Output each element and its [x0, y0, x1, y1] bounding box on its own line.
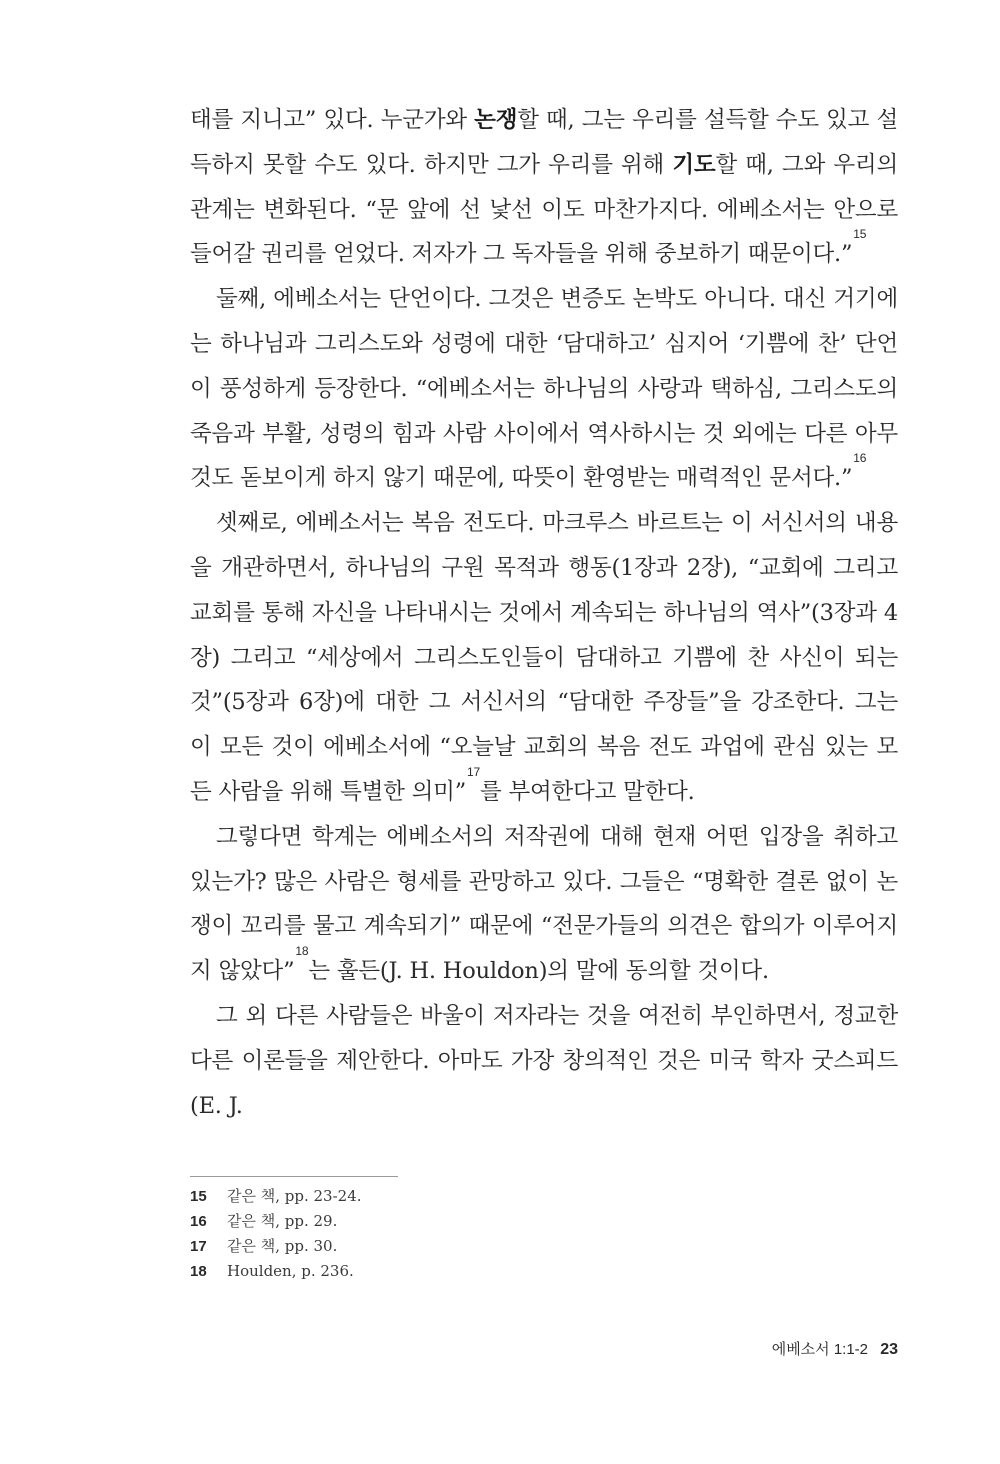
page-number: 23	[880, 1341, 898, 1358]
footnote-number: 15	[190, 1188, 207, 1205]
footnote-divider	[190, 1176, 398, 1177]
text-run: 그렇다면 학계는 에베소서의 저작권에 대해 현재 어떤 입장을 취하고 있는가? 많은 사람은 형세를 관망하고 있다. 그들은 “명확한 결론 없이 논쟁이 꼬리를 물고 계속되기” 때문에 “전문가들의 의견은 합의가 이루어지지 않았다”	[190, 823, 898, 985]
footnote-number: 17	[190, 1238, 207, 1255]
paragraph	[190, 994, 898, 1128]
footnote	[190, 1259, 690, 1284]
footnote	[190, 1209, 690, 1234]
paragraph	[190, 98, 898, 277]
text-run: 할 때, 그와 우리의 관계는 변화된다. “문 앞에 선 낯선 이도 마찬가지다. 에베소서는 안으로 들어갈 권리를 얻었다. 저자가 그 독자들을 위해 중보하기 때문이다.”	[190, 151, 898, 268]
footnote	[190, 1184, 690, 1209]
footnote-reference: 16	[853, 451, 867, 466]
paragraph	[190, 815, 898, 994]
footnote-text: 같은 책, pp. 29.	[227, 1212, 338, 1230]
footnote-text: 같은 책, pp. 23-24.	[227, 1187, 362, 1205]
text-run: 그 외 다른 사람들은 바울이 저자라는 것을 여전히 부인하면서, 정교한 다른 이론들을 제안한다. 아마도 가장 창의적인 것은 미국 학자 굿스피드(E. J.	[190, 1002, 898, 1119]
footnote-number: 16	[190, 1213, 207, 1230]
footnote	[190, 1234, 690, 1259]
bold-text: 논쟁	[474, 107, 518, 133]
footnote-text: Houlden, p. 236.	[227, 1262, 354, 1280]
running-title: 에베소서 1:1-2	[771, 1341, 869, 1358]
footnote-reference: 15	[853, 227, 867, 242]
text-run: 둘째, 에베소서는 단언이다. 그것은 변증도 논박도 아니다. 대신 거기에는 하나님과 그리스도와 성령에 대한 ‘담대하고’ 심지어 ‘기쁨에 찬’ 단언이 풍성하게 등장한다. “에베소서는 하나님의 사랑과 택하심, 그리스도의 죽음과 부활, 성령의 힘과 사람 사이에서 역사하시는 것 외에는 다른 아무것도 돋보이게 하지 않기 때문에, 따뜻이 환영받는 매력적인 문서다.”	[190, 286, 898, 492]
text-run: 할 때, 그는 우리를 설득할 수도 있고 설득하지 못할 수도 있다. 하지만 그가 우리를 위해	[190, 107, 898, 178]
footnote-reference: 17	[467, 764, 480, 779]
body-text	[190, 98, 898, 1128]
text-run: 셋째로, 에베소서는 복음 전도다. 마크루스 바르트는 이 서신서의 내용을 개관하면서, 하나님의 구원 목적과 행동(1장과 2장), “교회에 그리고 교회를 통해 자신을 나타내시는 것에서 계속되는 하나님의 역사”(3장과 4장) 그리고 “세상에서 그리스도인들이 담대하고 기쁨에 찬 사신이 되는 것”(5장과 6장)에 대한 그 서신서의 “담대한 주장들”을 강조한다. 그는 이 모든 것이 에베소서에 “오늘날 교회의 복음 전도 과업에 관심 있는 모든 사람을 위해 특별한 의미”	[190, 510, 898, 805]
footnote-reference: 18	[295, 944, 309, 959]
footnote-text: 같은 책, pp. 30.	[227, 1237, 338, 1255]
footnote-number: 18	[190, 1263, 207, 1280]
text-run: 태를 지니고” 있다. 누군가와	[190, 107, 475, 133]
running-footer	[772, 1338, 898, 1359]
text-run: 는 훌든(J. H. Houldon)의 말에 동의할 것이다.	[308, 958, 769, 985]
footnotes	[190, 1184, 690, 1284]
text-run: 를 부여한다고 말한다.	[479, 778, 695, 805]
bold-text: 기도	[672, 151, 716, 178]
paragraph	[190, 501, 898, 815]
paragraph	[190, 277, 898, 501]
